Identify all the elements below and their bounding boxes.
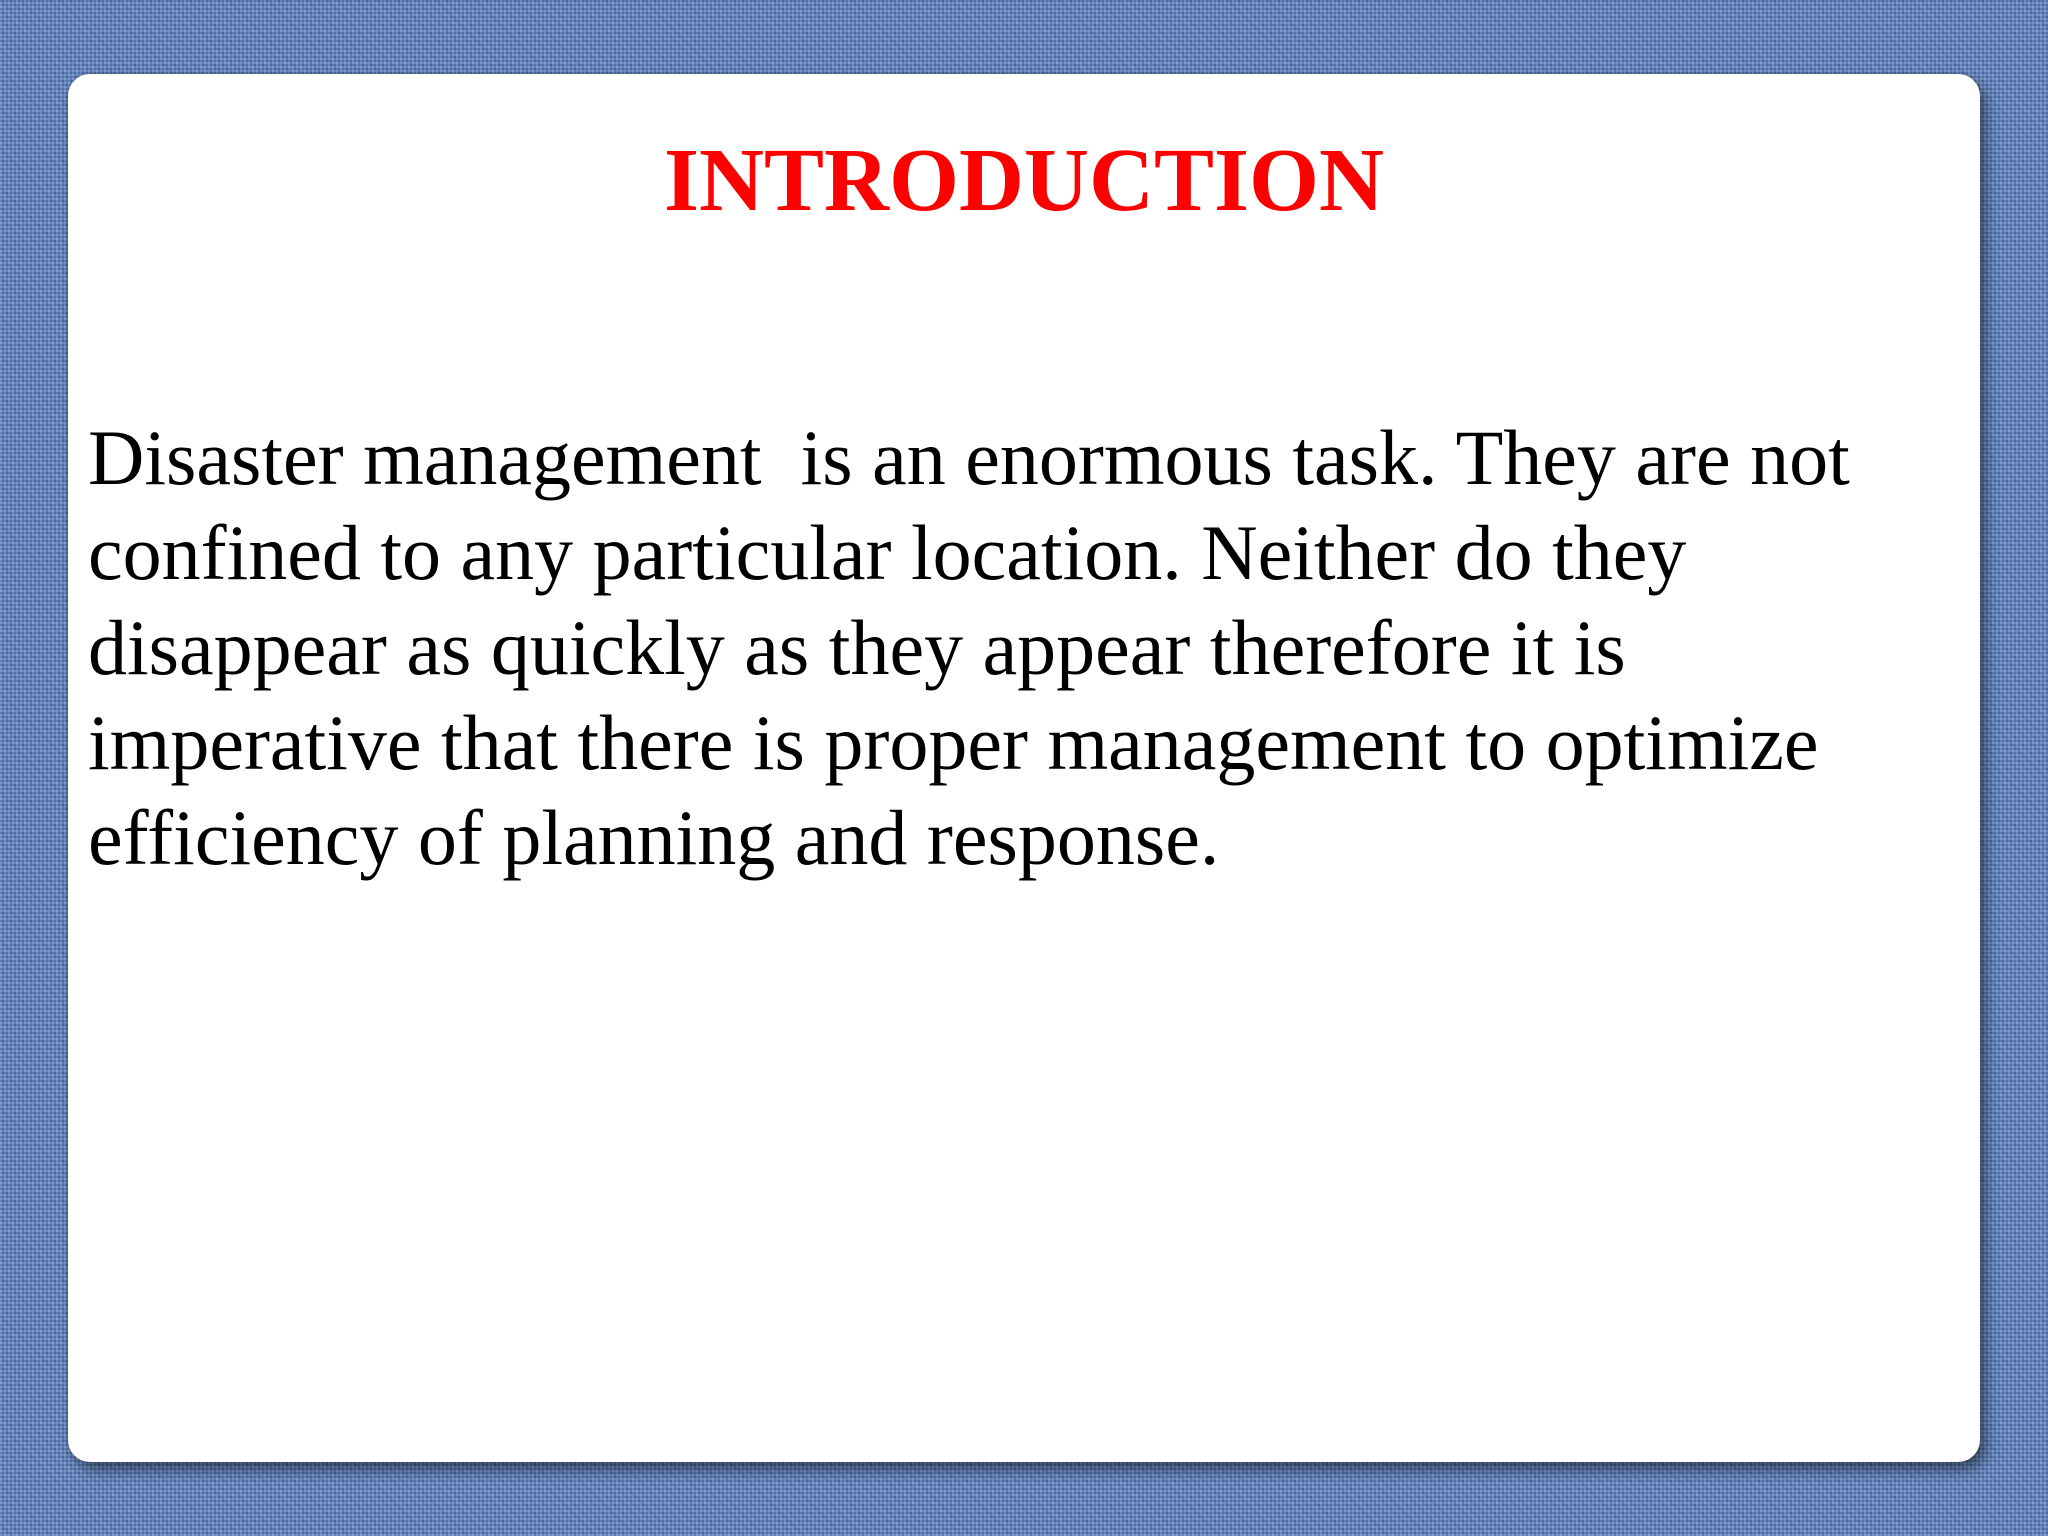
- slide-body-text: [88, 410, 1968, 885]
- body-line: Disaster management is an enormous task. They are not: [88, 414, 1850, 501]
- body-line: imperative that there is proper management to optimize: [88, 699, 1819, 786]
- body-line: efficiency of planning and response.: [88, 794, 1220, 881]
- slide-title: INTRODUCTION: [663, 131, 1385, 230]
- slide-card: [68, 74, 1980, 1462]
- body-line: confined to any particular location. Neither do they: [88, 509, 1687, 596]
- body-line: disappear as quickly as they appear therefore it is: [88, 604, 1626, 691]
